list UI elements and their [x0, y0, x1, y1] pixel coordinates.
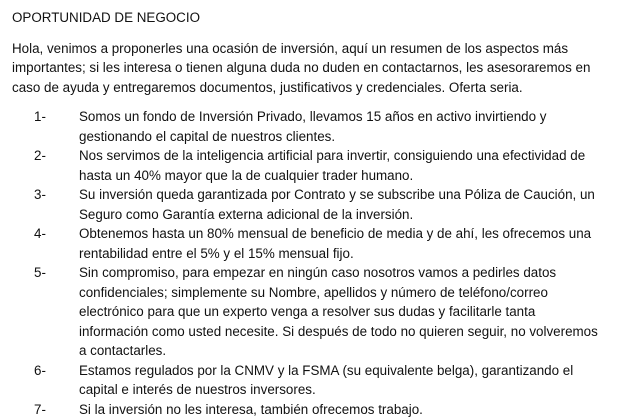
- list-item: [12, 361, 616, 400]
- list-item-text: Obtenemos hasta un 80% mensual de beneficio de media y de ahí, les ofrecemos una rentabilidad entre el 5% y el 15% mensual fijo.: [79, 224, 616, 263]
- list-item: [12, 400, 616, 419]
- list-item: [12, 263, 616, 361]
- list-item-number: 1-: [12, 107, 79, 127]
- list-item: [12, 185, 616, 224]
- list-item-number: 5-: [12, 263, 79, 283]
- list-item-number: 2-: [12, 146, 79, 166]
- list-item: [12, 146, 616, 185]
- list-item-number: 6-: [12, 361, 79, 381]
- list-item-number: 7-: [12, 400, 79, 419]
- document-title: OPORTUNIDAD DE NEGOCIO: [12, 8, 616, 28]
- list-item-text: Nos servimos de la inteligencia artificial para invertir, consiguiendo una efectividad de hasta un 40% mayor que la de cualquier trader humano.: [79, 146, 616, 185]
- list-item-text: Estamos regulados por la CNMV y la FSMA (su equivalente belga), garantizando el capital e interés de nuestros inversores.: [79, 361, 616, 400]
- list-item-text: Somos un fondo de Inversión Privado, llevamos 15 años en activo invirtiendo y gestionando el capital de nuestros clientes.: [79, 107, 616, 146]
- list-item: [12, 224, 616, 263]
- numbered-list: [12, 107, 616, 419]
- list-item-text: Sin compromiso, para empezar en ningún caso nosotros vamos a pedirles datos confidenciales; simplemente su Nombre, apellidos y número de teléfono/correo electrónico para que un experto venga a resolver sus dudas y facilitarle tanta información como usted necesite. Si después de todo no quieren seguir, no volveremos a contactarles.: [79, 263, 616, 361]
- list-item: [12, 107, 616, 146]
- list-item-text: Si la inversión no les interesa, también ofrecemos trabajo.: [79, 400, 616, 419]
- list-item-number: 3-: [12, 185, 79, 205]
- list-item-number: 4-: [12, 224, 79, 244]
- intro-paragraph: Hola, venimos a proponerles una ocasión de inversión, aquí un resumen de los aspectos más importantes; si les interesa o tienen alguna duda no duden en contactarnos, les asesoraremos en caso de ayuda y entregaremos documentos, justificativos y credenciales. Oferta seria.: [12, 39, 616, 98]
- list-item-text: Su inversión queda garantizada por Contrato y se subscribe una Póliza de Caución, un Seguro como Garantía externa adicional de la inversión.: [79, 185, 616, 224]
